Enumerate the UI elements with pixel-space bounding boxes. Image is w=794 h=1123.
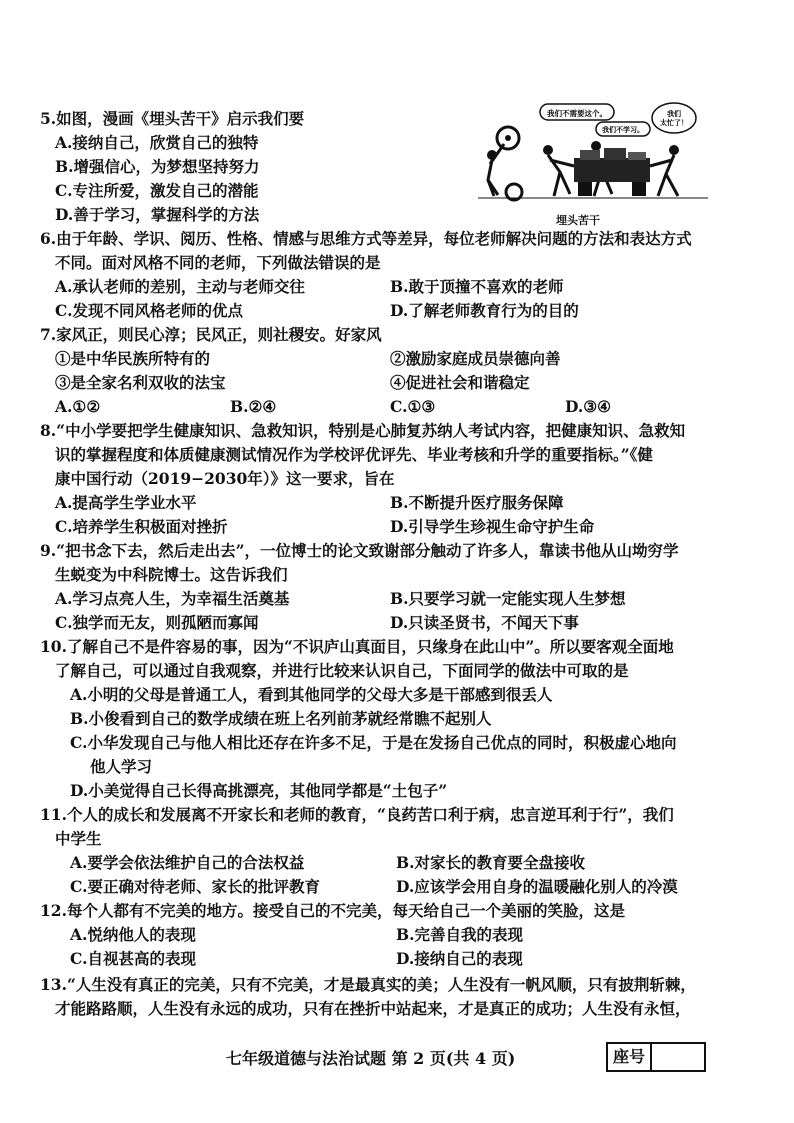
q11-option-a: A.要学会依法维护自己的合法权益 <box>70 853 305 872</box>
q9-stem-line2: 生蜕变为中科院博士。这告诉我们 <box>55 565 288 584</box>
q7-item-4: ④促进社会和谐稳定 <box>390 373 530 392</box>
q10-option-b: B.小俊看到自己的数学成绩在班上名列前茅就经常瞧不起别人 <box>70 709 492 728</box>
q12-option-b: B.完善自我的表现 <box>396 925 523 944</box>
cartoon-caption: 埋头苦干 <box>556 214 600 227</box>
q5-option-c: C.专注所爱，激发自己的潜能 <box>55 181 259 200</box>
q13-stem-line2: 才能路路顺，人生没有永远的成功，只有在挫折中站起来，才是真正的成功；人生没有永恒， <box>55 999 691 1018</box>
q8-option-b: B.不断提升医疗服务保障 <box>390 493 564 512</box>
q11-option-c: C.要正确对待老师、家长的批评教育 <box>70 877 320 896</box>
q8-option-d: D.引导学生珍视生命守护生命 <box>390 517 595 536</box>
q8-stem-line2: 识的掌握程度和体质健康测试情况作为学校评优评先、毕业考核和升学的重要指标。”《健 <box>55 445 653 464</box>
page-footer <box>0 1042 794 1072</box>
cartoon-illustration <box>478 100 708 210</box>
q10-option-d: D.小美觉得自己长得高挑漂亮，其他同学都是“土包子” <box>70 781 448 800</box>
bubble-1: 我们不需要这个。 <box>547 109 607 118</box>
q11-option-b: B.对家长的教育要全盘接收 <box>396 853 585 872</box>
q10-option-a: A.小明的父母是普通工人，看到其他同学的父母大多是干部感到很丢人 <box>70 685 553 704</box>
seat-number-box[interactable] <box>606 1042 706 1072</box>
q12-option-d: D.接纳自己的表现 <box>396 949 523 968</box>
q10-stem-line2: 了解自己，可以通过自我观察，并进行比较来认识自己，下面同学的做法中可取的是 <box>55 661 629 680</box>
q6-option-c: C.发现不同风格老师的优点 <box>55 301 243 320</box>
q7-option-d: D.③④ <box>565 397 612 416</box>
q7-option-a: A.①② <box>55 397 101 416</box>
q7-item-1: ①是中华民族所特有的 <box>55 349 211 368</box>
q9-option-c: C.独学而无友，则孤陋而寡闻 <box>55 613 259 632</box>
q5-option-b: B.增强信心，为梦想坚持努力 <box>55 157 260 176</box>
q11-stem-line2: 中学生 <box>55 829 102 848</box>
q9-option-b: B.只要学习就一定能实现人生梦想 <box>390 589 626 608</box>
q9-option-d: D.只读圣贤书，不闻天下事 <box>390 613 579 632</box>
q5-option-d: D.善于学习，掌握科学的方法 <box>55 205 260 224</box>
footer-title: 七年级道德与法治试题 第 2 页(共 4 页) <box>226 1049 516 1068</box>
q7-option-c: C.①③ <box>390 397 436 416</box>
q7-option-b: B.②④ <box>230 397 277 416</box>
q9-stem-line1: 9.“把书念下去，然后走出去”，一位博士的论文致谢部分触动了许多人，靠读书他从山坳穷学 <box>40 541 679 560</box>
q8-option-c: C.培养学生积极面对挫折 <box>55 517 228 536</box>
q5-stem: 5.如图，漫画《埋头苦干》启示我们要 <box>40 109 305 128</box>
seat-label: 座号 <box>608 1044 652 1070</box>
q7-stem: 7.家风正，则民心淳；民风正，则社稷安。好家风 <box>40 325 382 344</box>
q6-option-b: B.敢于顶撞不喜欢的老师 <box>390 277 564 296</box>
q7-item-2: ②激励家庭成员崇德向善 <box>390 349 561 368</box>
svg-text:太忙了！: 太忙了！ <box>660 119 688 127</box>
q12-option-a: A.悦纳他人的表现 <box>70 925 196 944</box>
q7-item-3: ③是全家名利双收的法宝 <box>55 373 226 392</box>
q5-option-a: A.接纳自己，欣赏自己的独特 <box>55 133 259 152</box>
q12-stem: 12.每个人都有不完美的地方。接受自己的不完美，每天给自己一个美丽的笑脸，这是 <box>40 901 625 920</box>
q11-stem-line1: 11.个人的成长和发展离不开家长和老师的教育，“良药苦口利于病，忠言逆耳利于行”，我们 <box>40 805 674 824</box>
q13-stem-line1: 13.“人生没有真正的完美，只有不完美，才是最真实的美；人生没有一帆风顺，只有披荆斩棘， <box>40 975 696 994</box>
q6-stem-line1: 6.由于年龄、学识、阅历、性格、情感与思维方式等差异，每位老师解决问题的方法和表达方式 <box>40 229 692 248</box>
q11-option-d: D.应该学会用自身的温暖融化别人的冷漠 <box>396 877 678 896</box>
q8-option-a: A.提高学生学业水平 <box>55 493 197 512</box>
q8-stem-line3: 康中国行动（2019−2030年）》这一要求，旨在 <box>55 469 395 488</box>
q10-option-c-cont: 他人学习 <box>90 757 153 776</box>
cartoon-figure <box>478 100 708 228</box>
q6-option-d: D.了解老师教育行为的目的 <box>390 301 579 320</box>
q10-stem-line1: 10.了解自己不是件容易的事，因为“不识庐山真面目，只缘身在此山中”。所以要客观全面地 <box>40 637 674 656</box>
q8-stem-line1: 8.“中小学要把学生健康知识、急救知识，特别是心肺复苏纳人考试内容，把健康知识、急救知 <box>40 421 686 440</box>
q6-stem-line2: 不同。面对风格不同的老师，下列做法错误的是 <box>55 253 381 272</box>
q6-option-a: A.承认老师的差别，主动与老师交往 <box>55 277 305 296</box>
q9-option-a: A.学习点亮人生，为幸福生活奠基 <box>55 589 290 608</box>
q12-option-c: C.自视甚高的表现 <box>70 949 196 968</box>
svg-text:我们: 我们 <box>667 110 681 118</box>
q10-option-c: C.小华发现自己与他人相比还存在许多不足，于是在发扬自己优点的同时，积极虚心地向 <box>70 733 677 752</box>
bubble-2: 我们不学习。 <box>602 126 644 134</box>
